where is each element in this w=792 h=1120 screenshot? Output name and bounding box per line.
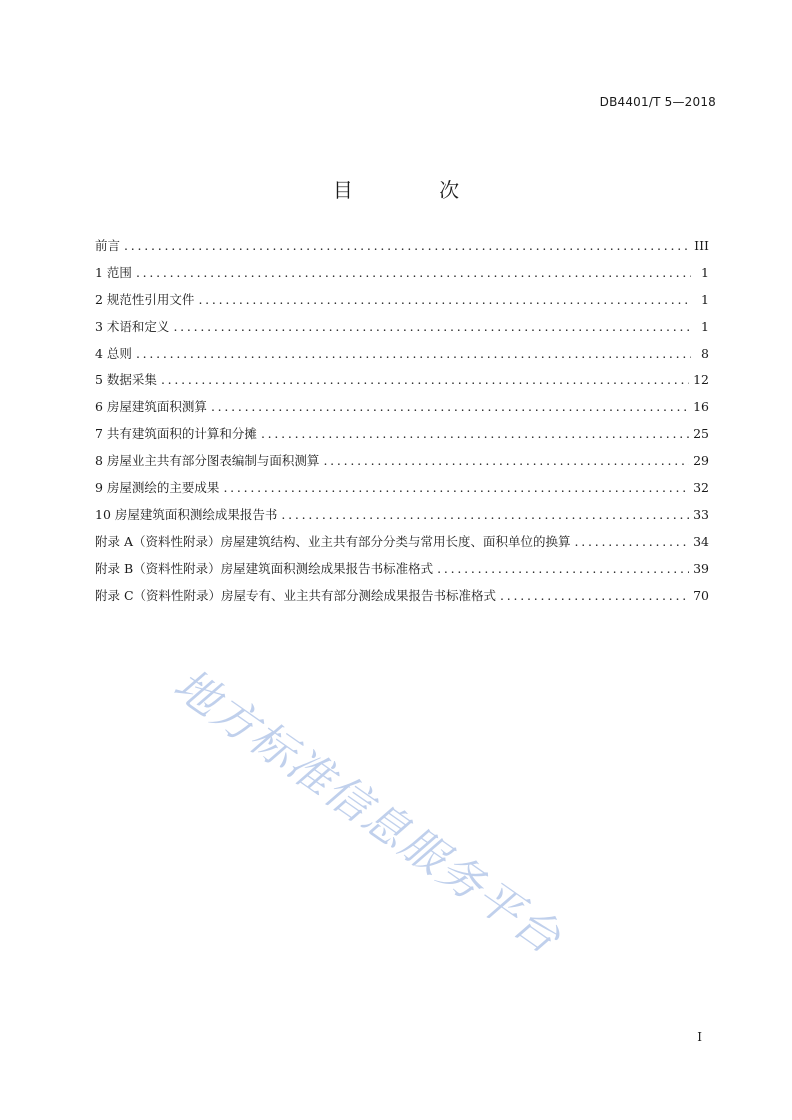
toc-leader-dots xyxy=(161,372,689,387)
toc-entry-7[interactable] xyxy=(95,424,709,451)
toc-entry-label: 3 术语和定义 xyxy=(95,318,170,334)
toc-entry-page: 39 xyxy=(693,560,709,576)
table-of-contents xyxy=(95,236,709,612)
toc-leader-dots xyxy=(211,399,689,414)
toc-entry-appendix-a[interactable] xyxy=(95,532,709,559)
toc-entry-label: 附录 B（资料性附录）房屋建筑面积测绘成果报告书标准格式 xyxy=(95,560,434,576)
toc-entry-1[interactable] xyxy=(95,263,709,290)
toc-entry-4[interactable] xyxy=(95,344,709,371)
toc-entry-2[interactable] xyxy=(95,290,709,317)
toc-leader-dots xyxy=(500,588,689,603)
toc-entry-label: 前言 xyxy=(95,238,121,253)
toc-leader-dots xyxy=(223,480,689,495)
toc-entry-label: 6 房屋建筑面积测算 xyxy=(95,399,207,415)
toc-leader-dots xyxy=(281,507,689,522)
toc-leader-dots xyxy=(136,346,691,361)
toc-entry-label: 4 总则 xyxy=(95,345,132,361)
toc-entry-5[interactable] xyxy=(95,370,709,397)
toc-entry-label: 附录 C（资料性附录）房屋专有、业主共有部分测绘成果报告书标准格式 xyxy=(95,587,497,603)
toc-entry-page: 29 xyxy=(693,453,709,469)
toc-entry-page: 34 xyxy=(693,533,709,549)
toc-entry-appendix-b[interactable] xyxy=(95,559,709,586)
toc-leader-dots xyxy=(323,453,689,468)
toc-entry-page: 1 xyxy=(701,318,709,334)
toc-entry-page: 33 xyxy=(693,506,709,522)
toc-entry-foreword[interactable] xyxy=(95,236,709,263)
toc-entry-10[interactable] xyxy=(95,505,709,532)
toc-leader-dots xyxy=(124,238,690,253)
toc-entry-page: III xyxy=(694,238,709,253)
toc-entry-label: 9 房屋测绘的主要成果 xyxy=(95,480,220,496)
toc-entry-page: 1 xyxy=(701,291,709,307)
document-code: DB4401/T 5—2018 xyxy=(599,95,716,109)
toc-entry-appendix-c[interactable] xyxy=(95,586,709,613)
toc-entry-label: 5 数据采集 xyxy=(95,372,157,388)
toc-entry-label: 7 共有建筑面积的计算和分摊 xyxy=(95,426,257,442)
watermark-text: 地方标准信息服务平台 xyxy=(164,659,571,965)
toc-entry-label: 1 范围 xyxy=(95,264,132,280)
toc-entry-label: 10 房屋建筑面积测绘成果报告书 xyxy=(95,506,278,522)
page-number: I xyxy=(697,1030,702,1044)
toc-entry-page: 8 xyxy=(701,345,709,361)
page-title: 目 次 xyxy=(332,178,500,202)
toc-entry-label: 2 规范性引用文件 xyxy=(95,291,195,307)
toc-entry-page: 12 xyxy=(693,372,709,388)
toc-leader-dots xyxy=(437,561,689,576)
toc-entry-8[interactable] xyxy=(95,451,709,478)
toc-entry-3[interactable] xyxy=(95,317,709,344)
toc-entry-label: 8 房屋业主共有部分图表编制与面积测算 xyxy=(95,453,320,469)
toc-leader-dots xyxy=(173,319,691,334)
toc-entry-page: 32 xyxy=(693,480,709,496)
toc-entry-page: 1 xyxy=(701,264,709,280)
toc-entry-6[interactable] xyxy=(95,397,709,424)
toc-leader-dots xyxy=(575,534,690,549)
toc-entry-page: 16 xyxy=(693,399,709,415)
toc-entry-page: 25 xyxy=(693,426,709,442)
toc-leader-dots xyxy=(136,265,691,280)
toc-leader-dots xyxy=(261,426,689,441)
toc-leader-dots xyxy=(198,292,691,307)
toc-entry-9[interactable] xyxy=(95,478,709,505)
toc-entry-page: 70 xyxy=(693,587,709,603)
toc-entry-label: 附录 A（资料性附录）房屋建筑结构、业主共有部分分类与常用长度、面积单位的换算 xyxy=(95,533,571,549)
